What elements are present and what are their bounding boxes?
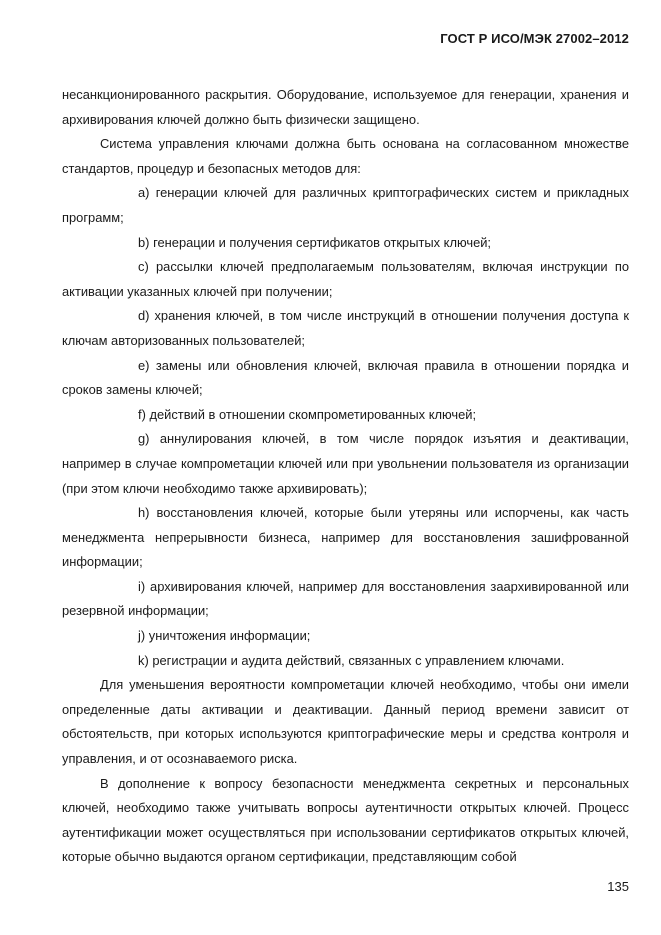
list-item-text: действий в отношении скомпрометированных ключей; [149,406,477,422]
list-item-text: уничтожения информации; [148,628,311,644]
standard-header: ГОСТ Р ИСО/МЭК 27002–2012 [440,31,629,46]
list-item [62,231,629,256]
list-item [62,624,629,649]
paragraph-key-validity: Для уменьшения вероятности компрометации ключей необходимо, чтобы они имели определенные даты активации и деактивации. Данный период времени зависит от обстоятельств, при которых используются криптографические меры и средства контроля и управления, и от осознаваемого риска. [62,677,629,767]
list-item [62,255,629,304]
list-item-label: e) [138,357,150,373]
paragraph-continuation: несанкционированного раскрытия. Оборудование, используемое для генерации, хранения и архивирования ключей должно быть физически защищено. [62,87,629,127]
list-item-label: i) [138,578,146,594]
list-item [62,427,629,501]
list-item [62,403,629,428]
list-item [62,304,629,353]
list-item-label: c) [138,259,149,275]
paragraph-public-key-authenticity: В дополнение к вопросу безопасности менеджмента секретных и персональных ключей, необходимо также учитывать вопросы аутентичности открытых ключей. Процесс аутентификации может осуществляться при использовании сертификатов открытых ключей, которые обычно выдаются органом сертификации, представляющим собой [62,775,629,865]
list-item-text: рассылки ключей предполагаемым пользователям, включая инструкции по активации указанных ключей при получении; [62,259,629,299]
list-item-label: d) [138,308,150,324]
list-item [62,575,629,624]
list-item-text: замены или обновления ключей, включая правила в отношении порядка и сроков замены ключей; [62,357,629,398]
list-item-text: хранения ключей, в том числе инструкций в отношении получения доступа к ключам авторизованных пользователей; [62,308,629,348]
document-body [62,83,629,870]
list-item-label: g) [138,431,150,447]
list-item-text: генерации ключей для различных криптографических систем и прикладных программ; [62,185,629,225]
list-item-text: архивирования ключей, например для восстановления заархивированной или резервной информации; [62,578,629,619]
list-item-label: f) [138,406,146,422]
list-item-label: a) [138,185,150,201]
page-number: 135 [607,879,629,894]
list-item-text: генерации и получения сертификатов открытых ключей; [153,234,492,250]
paragraph-key-management-intro: Система управления ключами должна быть основана на согласованном множестве стандартов, процедур и безопасных методов для: [62,136,629,176]
list-item [62,181,629,230]
list-item [62,354,629,403]
requirements-list [62,181,629,673]
list-item-label: h) [138,505,150,521]
list-item-label: j) [138,628,146,644]
list-item [62,649,629,674]
list-item-label: b) [138,234,150,250]
list-item-text: восстановления ключей, которые были утеряны или испорчены, как часть менеджмента непрерывности бизнеса, например для восстановления зашифрованной информации; [62,505,629,570]
list-item-text: аннулирования ключей, в том числе порядок изъятия и деактивации, например в случае компрометации ключей или при увольнении пользователя из организации (при этом ключи необходимо также архивировать); [62,431,629,496]
list-item-label: k) [138,652,149,668]
list-item-text: регистрации и аудита действий, связанных с управлением ключами. [152,652,565,668]
list-item [62,501,629,575]
